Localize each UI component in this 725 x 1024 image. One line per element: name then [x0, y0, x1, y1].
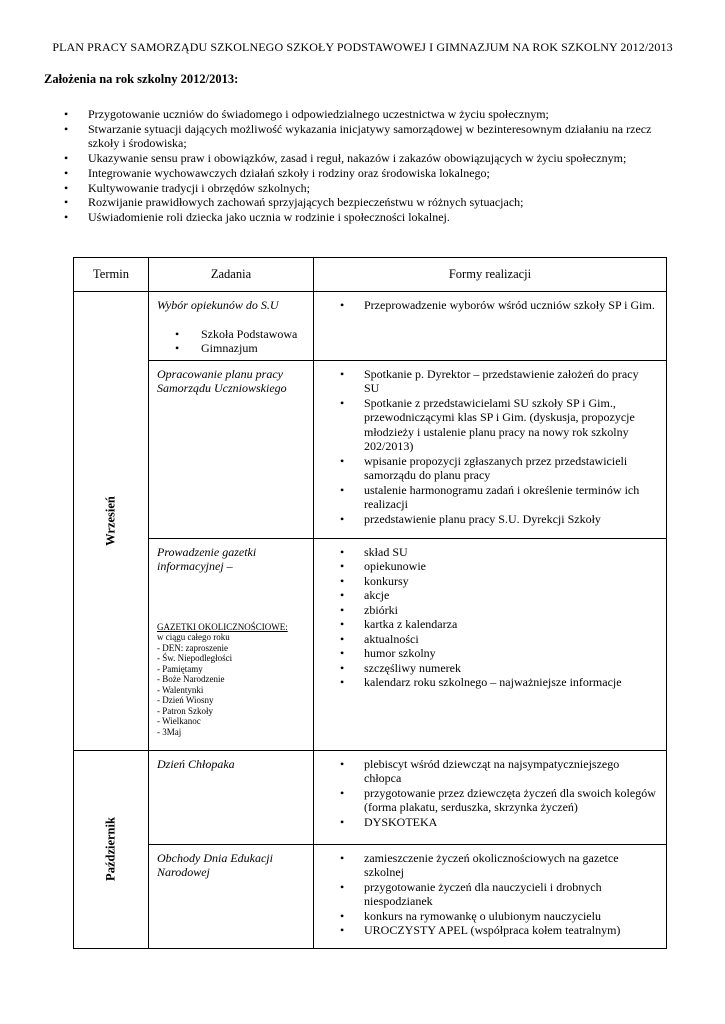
list-item: - Walentynki — [157, 684, 204, 695]
list-item: • Ukazywanie sensu praw i obowiązków, zasad i reguł, nakazów i zakazów obowiązujących w życiu społecznym; — [62, 151, 682, 166]
header-tasks: Zadania — [149, 258, 314, 292]
table-row — [74, 750, 667, 844]
task-title: Opracowanie planu pracy Samorządu Uczniowskiego — [157, 366, 287, 395]
list-item: • wpisanie propozycji zgłaszanych przez przedstawicieli samorządu do planu pracy — [338, 454, 656, 483]
list-item: • Gimnazjum — [157, 341, 307, 356]
list-item: • zbiórki — [338, 603, 656, 618]
table-row — [74, 292, 667, 361]
task-title: Prowadzenie gazetki informacyjnej – — [157, 544, 257, 573]
month-cell-october — [74, 750, 149, 948]
list-item: • Rozwijanie prawidłowych zachowań sprzyjających bezpieczeństwu w różnych sytuacjach; — [62, 195, 682, 210]
task-cell — [149, 538, 314, 750]
list-item: - Pamiętamy — [157, 663, 203, 674]
list-item: • przygotowanie życzeń dla nauczycieli i drobnych niespodzianek — [338, 880, 656, 909]
table-row — [74, 360, 667, 538]
list-item: - Dzień Wiosny — [157, 695, 214, 705]
list-item: • plebiscyt wśród dziewcząt na najsympatyczniejszego chłopca — [338, 757, 656, 786]
forms-cell — [314, 750, 667, 844]
forms-cell — [314, 844, 667, 948]
list-item: • UROCZYSTY APEL (współpraca kołem teatralnym) — [338, 923, 656, 938]
list-item: • kalendarz roku szkolnego – najważniejsze informacje — [338, 675, 656, 690]
list-item: - Boże Narodzenie — [157, 674, 225, 684]
list-item: • Spotkanie p. Dyrektor – przedstawienie założeń do pracy SU — [338, 367, 656, 396]
table-row — [74, 538, 667, 750]
forms-list — [314, 845, 666, 942]
forms-list — [314, 361, 666, 531]
list-item: • ustalenie harmonogramu zadań i określenie terminów ich realizacji — [338, 483, 656, 512]
header-term: Termin — [74, 258, 149, 292]
forms-list — [314, 539, 666, 694]
list-item: • kartka z kalendarza — [338, 617, 656, 632]
list-item: • Uświadomienie roli dziecka jako ucznia w rodzinie i społeczności lokalnej. — [62, 210, 682, 225]
list-item: - 3Maj — [157, 726, 182, 737]
forms-cell — [314, 292, 667, 361]
header-forms: Formy realizacji — [314, 258, 667, 292]
list-item: • Przygotowanie uczniów do świadomego i odpowiedzialnego uczestnictwa w życiu społecznym; — [62, 107, 682, 122]
task-title: Wybór opiekunów do S.U — [157, 298, 279, 312]
list-item: • opiekunowie — [338, 559, 656, 574]
forms-list — [314, 292, 666, 317]
forms-cell — [314, 538, 667, 750]
task-cell — [149, 844, 314, 948]
task-cell — [149, 360, 314, 538]
list-item: • Spotkanie z przedstawicielami SU szkoły SP i Gim., przewodniczącymi klas SP i Gim. (dyskusja, propozycje młodzieży i ustalenie planu pracy na nowy rok szkolny 202/2013) — [338, 396, 656, 454]
list-item: • zamieszczenie życzeń okolicznościowych na gazetce szkolnej — [338, 851, 656, 880]
month-cell-september — [74, 292, 149, 751]
task-cell — [149, 292, 314, 361]
list-item: • przedstawienie planu pracy S.U. Dyrekcji Szkoły — [338, 512, 656, 527]
table-row — [74, 844, 667, 948]
list-item: • konkursy — [338, 574, 656, 589]
list-item: • Integrowanie wychowawczych działań szkoły i rodziny oraz środowiska lokalnego; — [62, 166, 682, 181]
list-item: - Św. Niepodległości — [157, 653, 233, 663]
task-title: Dzień Chłopaka — [157, 756, 235, 771]
task-sub-list — [157, 327, 307, 356]
assumptions-heading: Założenia na rok szkolny 2012/2013: — [44, 72, 239, 86]
list-item: - Wielkanoc — [157, 716, 201, 726]
list-item: • aktualności — [338, 632, 656, 647]
month-label: Wrzesień — [103, 495, 118, 546]
list-item: • Kultywowanie tradycji i obrzędów szkolnych; — [62, 181, 682, 196]
occasional-boards-list — [157, 622, 307, 738]
list-item: • humor szkolny — [338, 646, 656, 661]
list-item: • konkurs na rymowankę o ulubionym nauczycielu — [338, 909, 656, 924]
list-item: - DEN: zaproszenie — [157, 642, 228, 653]
list-item: w ciągu całego roku — [157, 632, 230, 642]
month-label: Październik — [103, 817, 118, 881]
list-item: • Przeprowadzenie wyborów wśród uczniów szkoły SP i Gim. — [338, 298, 656, 313]
list-item: • Stwarzanie sytuacji dających możliwość wykazania inicjatywy samorządowej w bezinteresownym działaniu na rzecz szkoły i środowiska; — [62, 122, 682, 151]
forms-cell — [314, 360, 667, 538]
table-header-row — [74, 258, 667, 292]
work-plan-table — [73, 257, 667, 949]
list-item: - Patron Szkoły — [157, 705, 213, 716]
list-item: • szczęśliwy numerek — [338, 661, 656, 676]
forms-list — [314, 751, 666, 834]
list-item: • akcje — [338, 588, 656, 603]
list-item: • skład SU — [338, 545, 656, 560]
task-cell — [149, 750, 314, 844]
assumptions-list — [62, 107, 682, 225]
list-item: • przygotowanie przez dziewczęta życzeń dla swoich kolegów (forma plakatu, serduszka, skrzynka życzeń) — [338, 786, 656, 815]
list-item: • Szkoła Podstawowa — [157, 327, 307, 342]
document-title: PLAN PRACY SAMORZĄDU SZKOLNEGO SZKOŁY PODSTAWOWEJ I GIMNAZJUM NA ROK SZKOLNY 2012/2013 — [52, 40, 673, 54]
task-title: Obchody Dnia Edukacji Narodowej — [157, 850, 273, 879]
list-item: • DYSKOTEKA — [338, 815, 656, 830]
occasional-boards-heading: GAZETKI OKOLICZNOŚCIOWE: — [157, 621, 288, 632]
